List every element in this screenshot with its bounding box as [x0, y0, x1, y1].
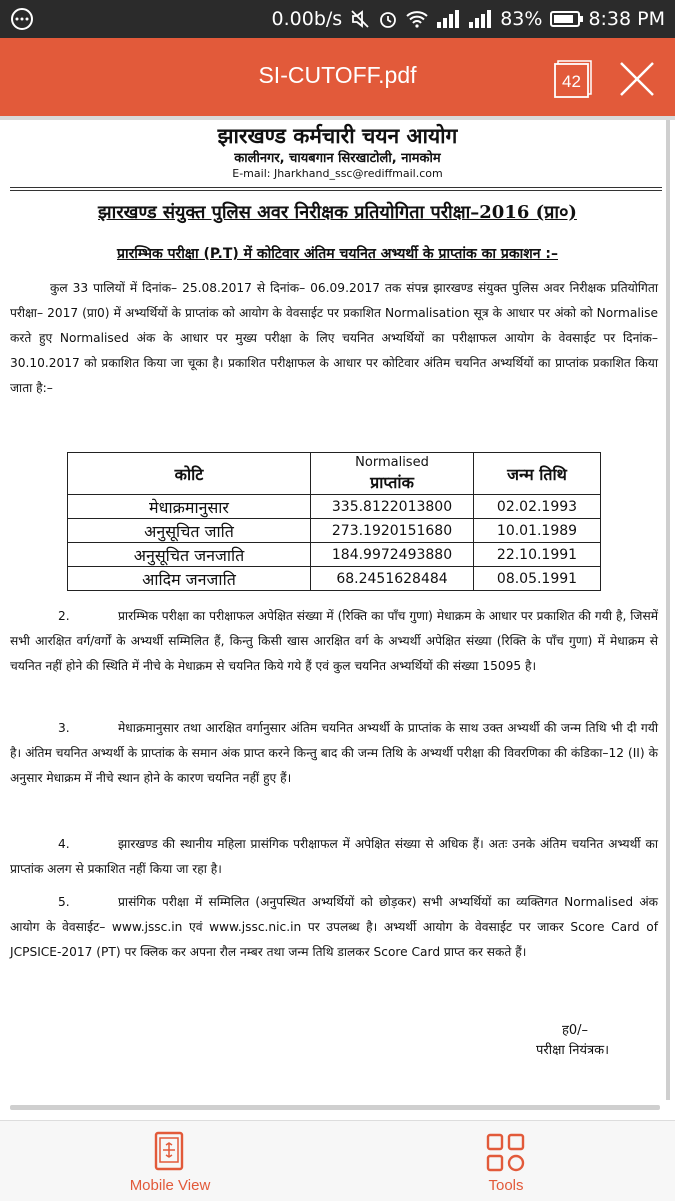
cell-marks: 335.8122013800	[311, 495, 474, 519]
cell-dob: 08.05.1991	[474, 567, 601, 591]
paragraph-4	[10, 832, 658, 882]
table-row	[68, 567, 601, 591]
cell-category: अनुसूचित जाति	[68, 519, 311, 543]
signature-title: परीक्षा नियंत्रक।	[536, 1043, 610, 1058]
battery-icon	[550, 11, 580, 27]
header-category: कोटि	[68, 453, 311, 495]
bottom-toolbar	[0, 1120, 675, 1201]
close-icon[interactable]	[618, 60, 656, 98]
tools-icon	[486, 1133, 526, 1173]
notification-icon	[10, 7, 34, 31]
document-title: SI-CUTOFF.pdf	[258, 62, 417, 88]
paragraph-3-text: मेधाक्रमानुसार तथा आरक्षित वर्गानुसार अंतिम चयनित अभ्यर्थी के प्राप्तांक के साथ उक्त अभ्यर्थी की जन्म तिथि भी दी गयी है। अंतिम चयनित अभ्यर्थी के प्राप्तांक के समान अंक प्राप्त करने किन्तु बाद की जन्म तिथि के अभ्यर्थी परीक्षा की विवरणिका की कंडिका–12 (II) के अनुसार मेधाक्रम में नीचे स्थान होने के कारण चयनित नहीं हुए हैं।	[10, 721, 658, 785]
cell-category: मेधाक्रमानुसार	[68, 495, 311, 519]
paragraph-2	[10, 604, 658, 679]
tools-button[interactable]	[446, 1121, 566, 1201]
header-divider-2	[10, 190, 662, 191]
tools-label: Tools	[488, 1177, 524, 1194]
alarm-icon	[378, 9, 398, 29]
table-row	[68, 543, 601, 567]
notice-subtitle: प्रारम्भिक परीक्षा (P.T) में कोटिवार अंतिम चयनित अभ्यर्थी के प्राप्तांक का प्रकाशन :–	[116, 246, 558, 262]
paragraph-5-number: 5.	[58, 895, 70, 909]
cell-marks: 273.1920151680	[311, 519, 474, 543]
paragraph-5	[10, 890, 658, 965]
paragraph-5-text: प्रासंगिक परीक्षा में सम्मिलित (अनुपस्थित अभ्यर्थियों को छोड़कर) सभी अभ्यर्थियों का व्यक्तिगत Normalised अंक आयोग के वेवसाईट– www.jssc.in एवं www.jssc.nic.in पर उपलब्ध है। अभ्यर्थी आयोग के वेवसाईट पर जाकर Score Card of JCPSICE-2017 (PT) पर क्लिक कर अपना रौल नम्बर तथा जन्म तिथि डालकर Score Card प्राप्त कर सकते हैं।	[10, 895, 658, 959]
org-address: कालीनगर, चायबगान सिरखाटोली, नामकोम	[234, 151, 441, 166]
paragraph-4-number: 4.	[58, 837, 70, 851]
header-dob: जन्म तिथि	[474, 453, 601, 495]
cell-dob: 10.01.1989	[474, 519, 601, 543]
cell-marks: 184.9972493880	[311, 543, 474, 567]
paragraph-1	[10, 276, 658, 401]
header-marks-bottom: प्राप्तांक	[370, 472, 414, 492]
battery-percent: 83%	[500, 8, 543, 30]
table-header-row	[68, 453, 601, 495]
cell-marks: 68.2451628484	[311, 567, 474, 591]
table-row	[68, 495, 601, 519]
mobile-view-button[interactable]	[100, 1121, 240, 1201]
status-bar	[0, 0, 675, 38]
mobile-view-label: Mobile View	[129, 1177, 211, 1194]
paragraph-1-text: कुल 33 पालियों में दिनांक– 25.08.2017 से दिनांक– 06.09.2017 तक संपन्न झारखण्ड संयुक्त पुलिस अवर निरीक्षक प्रतियोगिता परीक्षा– 2017 (प्रा0) में अभ्यर्थियों के प्राप्तांक को आयोग के वेवसाईट पर प्रकाशित Normalisation सूत्र के आधार पर अंको को Normalise करते हुए Normalised अंक के आधार पर मुख्य परीक्षा के लिए चयनित अभ्यर्थियों का परीक्षाफल आयोग के वेवसाईट पर दिनांक– 30.10.2017 को प्रकाशित किया जा चूका है। प्रकाशित परीक्षाफल के आधार पर कोटिवार अंतिम चयनित अभ्यर्थियों का प्राप्तांक प्रकाशित किया जाता है:–	[10, 281, 658, 395]
paragraph-4-text: झारखण्ड की स्थानीय महिला प्रासंगिक परीक्षाफल में अपेक्षित संख्या से अधिक हैं। अतः उनके अंतिम चयनित अभ्यर्थी का प्राप्तांक अलग से प्रकाशित नहीं किया जा रहा है।	[10, 837, 658, 876]
page-count: 42	[562, 72, 581, 91]
page-count-button[interactable]	[554, 60, 592, 98]
header-divider	[10, 187, 662, 188]
cell-category: अनुसूचित जनजाति	[68, 543, 311, 567]
battery-fill	[554, 15, 572, 23]
cutoff-table	[67, 452, 601, 591]
wifi-icon	[406, 10, 428, 28]
horizontal-scrollbar[interactable]	[10, 1105, 660, 1110]
cell-category: आदिम जनजाति	[68, 567, 311, 591]
signal-icon	[436, 10, 460, 28]
org-name: झारखण्ड कर्मचारी चयन आयोग	[217, 123, 458, 148]
vertical-scrollbar[interactable]	[666, 120, 670, 1100]
header-marks-top: Normalised	[355, 454, 429, 470]
paragraph-2-number: 2.	[58, 609, 70, 623]
org-email: E-mail: Jharkhand_ssc@rediffmail.com	[232, 167, 443, 180]
signal-2-icon	[468, 10, 492, 28]
signature-mark: ह0/–	[562, 1023, 589, 1038]
cell-dob: 22.10.1991	[474, 543, 601, 567]
table-row	[68, 519, 601, 543]
paragraph-3-number: 3.	[58, 721, 70, 735]
mobile-view-icon	[150, 1131, 188, 1171]
header-marks	[311, 453, 474, 495]
paragraph-3	[10, 716, 658, 791]
paragraph-2-text: प्रारम्भिक परीक्षा का परीक्षाफल अपेक्षित संख्या में (रिक्ति का पाँच गुणा) मेधाक्रम के आधार पर प्रकाशित की गयी है, जिसमें सभी आरक्षित वर्ग/वर्गों के अभ्यर्थी सम्मिलित हैं, किन्तु किसी खास आरक्षित वर्ग के अभ्यर्थी अपेक्षित संख्या (रिक्ति के पाँच गुणा) में मेधाक्रम से चयनित नहीं होने की स्थिति में नीचे के मेधाक्रम से चयनित किये गये हैं एवं कुल चयनित अभ्यर्थियों की संख्या 15095 है।	[10, 609, 658, 673]
clock: 8:38 PM	[588, 8, 665, 30]
mute-icon	[350, 9, 370, 29]
page-top-shadow	[0, 116, 675, 120]
exam-title: झारखण्ड संयुक्त पुलिस अवर निरीक्षक प्रतियोगिता परीक्षा–2016 (प्रा०)	[98, 202, 577, 223]
net-speed: 0.00b/s	[271, 8, 343, 30]
cell-dob: 02.02.1993	[474, 495, 601, 519]
